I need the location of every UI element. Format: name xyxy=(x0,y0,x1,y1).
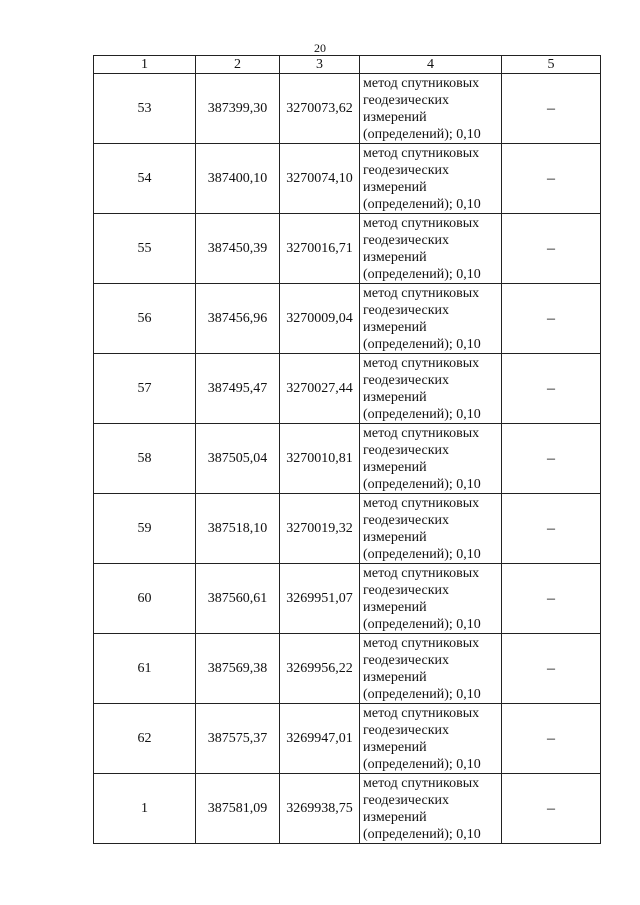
x-coordinate-cell: 387456,96 xyxy=(196,284,280,354)
method-line: геодезических xyxy=(363,652,450,668)
method-line: (определений); 0,10 xyxy=(363,476,481,492)
table-row xyxy=(94,704,601,774)
header-col-4: 4 xyxy=(360,56,502,74)
dash-value: – xyxy=(547,519,555,537)
point-number-cell: 60 xyxy=(94,564,196,634)
dash-value: – xyxy=(547,659,555,677)
col5-cell xyxy=(502,634,601,704)
y-coordinate-cell: 3270027,44 xyxy=(280,354,360,424)
method-line: (определений); 0,10 xyxy=(363,756,481,772)
point-number-cell: 58 xyxy=(94,424,196,494)
dash-value: – xyxy=(547,309,555,327)
table-header xyxy=(94,56,601,74)
header-col-5: 5 xyxy=(502,56,601,74)
y-coordinate-cell: 3269938,75 xyxy=(280,774,360,844)
method-line: (определений); 0,10 xyxy=(363,266,481,282)
method-line: измерений xyxy=(363,389,427,405)
method-line: метод спутниковых xyxy=(363,705,480,721)
table-row xyxy=(94,494,601,564)
method-line: метод спутниковых xyxy=(363,355,480,371)
method-cell xyxy=(360,354,502,424)
x-coordinate-cell: 387560,61 xyxy=(196,564,280,634)
method-cell xyxy=(360,214,502,284)
table-row xyxy=(94,284,601,354)
method-line: измерений xyxy=(363,669,427,685)
x-coordinate-cell: 387399,30 xyxy=(196,74,280,144)
col5-cell xyxy=(502,564,601,634)
x-coordinate-cell: 387575,37 xyxy=(196,704,280,774)
point-number-cell: 54 xyxy=(94,144,196,214)
method-line: (определений); 0,10 xyxy=(363,616,481,632)
header-col-3: 3 xyxy=(280,56,360,74)
table-row xyxy=(94,144,601,214)
x-coordinate-cell: 387581,09 xyxy=(196,774,280,844)
table-row xyxy=(94,354,601,424)
y-coordinate-cell: 3270009,04 xyxy=(280,284,360,354)
method-line: измерений xyxy=(363,109,427,125)
method-line: (определений); 0,10 xyxy=(363,826,481,842)
method-line: геодезических xyxy=(363,442,450,458)
dash-value: – xyxy=(547,99,555,117)
x-coordinate-cell: 387569,38 xyxy=(196,634,280,704)
method-line: метод спутниковых xyxy=(363,635,480,651)
x-coordinate-cell: 387495,47 xyxy=(196,354,280,424)
method-line: геодезических xyxy=(363,232,450,248)
dash-value: – xyxy=(547,799,555,817)
x-coordinate-cell: 387450,39 xyxy=(196,214,280,284)
header-col-2: 2 xyxy=(196,56,280,74)
point-number-cell: 62 xyxy=(94,704,196,774)
method-cell xyxy=(360,424,502,494)
method-line: геодезических xyxy=(363,512,450,528)
dash-value: – xyxy=(547,379,555,397)
coordinates-table xyxy=(93,55,601,844)
method-line: метод спутниковых xyxy=(363,285,480,301)
method-line: геодезических xyxy=(363,302,450,318)
table-row xyxy=(94,564,601,634)
method-line: геодезических xyxy=(363,792,450,808)
method-line: (определений); 0,10 xyxy=(363,406,481,422)
col5-cell xyxy=(502,354,601,424)
method-line: метод спутниковых xyxy=(363,565,480,581)
method-line: (определений); 0,10 xyxy=(363,546,481,562)
dash-value: – xyxy=(547,589,555,607)
point-number-cell: 61 xyxy=(94,634,196,704)
method-line: геодезических xyxy=(363,92,450,108)
method-cell xyxy=(360,774,502,844)
method-line: метод спутниковых xyxy=(363,215,480,231)
table-row xyxy=(94,774,601,844)
x-coordinate-cell: 387505,04 xyxy=(196,424,280,494)
method-line: (определений); 0,10 xyxy=(363,686,481,702)
method-line: геодезических xyxy=(363,722,450,738)
dash-value: – xyxy=(547,169,555,187)
col5-cell xyxy=(502,284,601,354)
col5-cell xyxy=(502,424,601,494)
method-line: (определений); 0,10 xyxy=(363,336,481,352)
method-line: метод спутниковых xyxy=(363,425,480,441)
method-line: (определений); 0,10 xyxy=(363,196,481,212)
col5-cell xyxy=(502,494,601,564)
y-coordinate-cell: 3269947,01 xyxy=(280,704,360,774)
y-coordinate-cell: 3270019,32 xyxy=(280,494,360,564)
method-cell xyxy=(360,494,502,564)
col5-cell xyxy=(502,144,601,214)
point-number-cell: 1 xyxy=(94,774,196,844)
y-coordinate-cell: 3270010,81 xyxy=(280,424,360,494)
table-row xyxy=(94,634,601,704)
point-number-cell: 56 xyxy=(94,284,196,354)
y-coordinate-cell: 3270074,10 xyxy=(280,144,360,214)
method-line: измерений xyxy=(363,179,427,195)
dash-value: – xyxy=(547,239,555,257)
col5-cell xyxy=(502,214,601,284)
method-line: геодезических xyxy=(363,162,450,178)
y-coordinate-cell: 3269951,07 xyxy=(280,564,360,634)
method-line: измерений xyxy=(363,599,427,615)
point-number-cell: 53 xyxy=(94,74,196,144)
point-number-cell: 55 xyxy=(94,214,196,284)
method-line: измерений xyxy=(363,459,427,475)
method-line: измерений xyxy=(363,739,427,755)
col5-cell xyxy=(502,704,601,774)
y-coordinate-cell: 3270016,71 xyxy=(280,214,360,284)
y-coordinate-cell: 3269956,22 xyxy=(280,634,360,704)
col5-cell xyxy=(502,774,601,844)
page-number: 20 xyxy=(314,41,326,55)
method-line: метод спутниковых xyxy=(363,145,480,161)
method-cell xyxy=(360,74,502,144)
table-row xyxy=(94,214,601,284)
method-cell xyxy=(360,634,502,704)
table-row xyxy=(94,424,601,494)
method-cell xyxy=(360,564,502,634)
method-line: (определений); 0,10 xyxy=(363,126,481,142)
dash-value: – xyxy=(547,449,555,467)
method-line: измерений xyxy=(363,249,427,265)
table-row xyxy=(94,74,601,144)
method-line: геодезических xyxy=(363,372,450,388)
dash-value: – xyxy=(547,729,555,747)
point-number-cell: 57 xyxy=(94,354,196,424)
header-col-1: 1 xyxy=(94,56,196,74)
method-line: метод спутниковых xyxy=(363,75,480,91)
y-coordinate-cell: 3270073,62 xyxy=(280,74,360,144)
method-line: измерений xyxy=(363,529,427,545)
method-cell xyxy=(360,144,502,214)
col5-cell xyxy=(502,74,601,144)
method-line: метод спутниковых xyxy=(363,495,480,511)
method-line: геодезических xyxy=(363,582,450,598)
point-number-cell: 59 xyxy=(94,494,196,564)
x-coordinate-cell: 387518,10 xyxy=(196,494,280,564)
method-line: измерений xyxy=(363,809,427,825)
method-cell xyxy=(360,284,502,354)
header-row xyxy=(94,56,601,74)
method-line: метод спутниковых xyxy=(363,775,480,791)
table-body xyxy=(94,74,601,844)
method-line: измерений xyxy=(363,319,427,335)
x-coordinate-cell: 387400,10 xyxy=(196,144,280,214)
method-cell xyxy=(360,704,502,774)
